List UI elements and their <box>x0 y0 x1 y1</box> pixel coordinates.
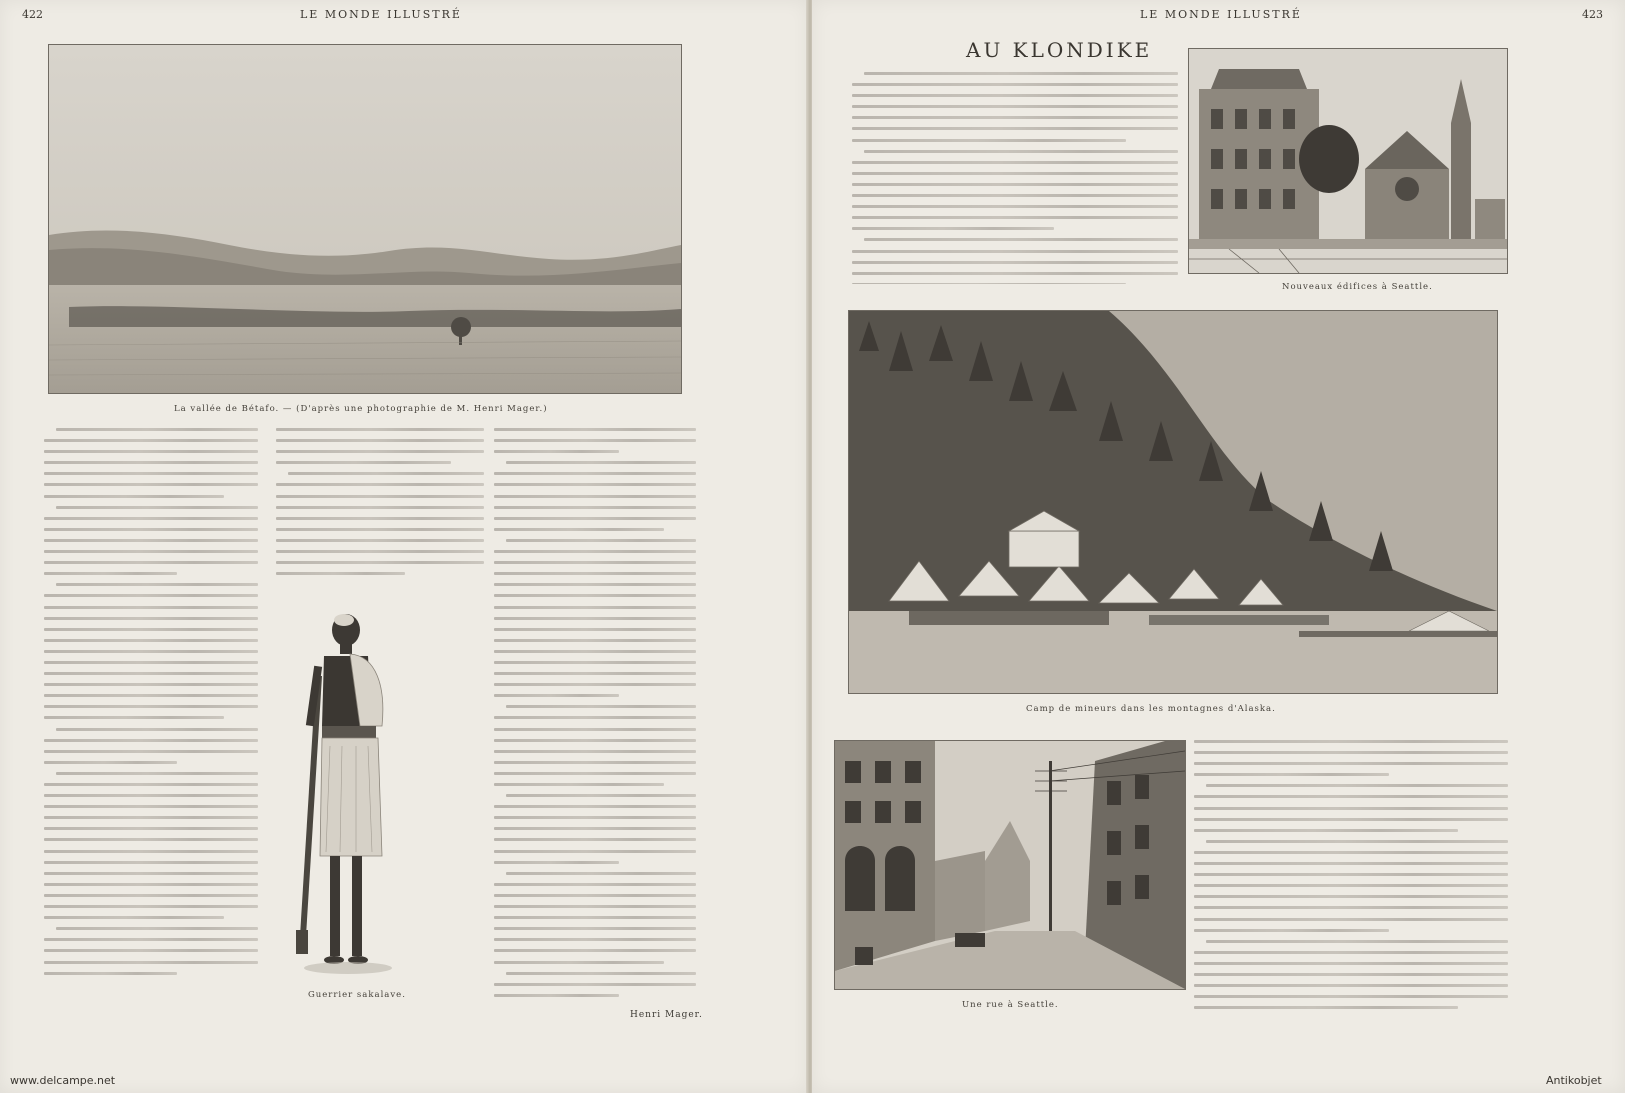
buildings-caption: Nouveaux édifices à Seattle. <box>1282 282 1433 292</box>
article-title: AU KLONDIKE <box>966 38 1153 62</box>
left-column-3 <box>494 428 696 1004</box>
seattle-buildings-illustration <box>1188 48 1508 274</box>
left-column-2-text <box>276 428 484 596</box>
right-page <box>812 0 1625 1093</box>
article-byline: Henri Mager. <box>630 1010 703 1020</box>
right-intro-text <box>852 72 1178 284</box>
watermark-right: Antikobjet <box>1546 1074 1602 1087</box>
valley-caption: La vallée de Bétafo. — (D'après une photographie de M. Henri Mager.) <box>174 404 548 414</box>
watermark-left: www.delcampe.net <box>10 1074 116 1087</box>
camp-caption: Camp de mineurs dans les montagnes d'Alaska. <box>1026 704 1276 714</box>
warrior-caption: Guerrier sakalave. <box>308 990 406 1000</box>
left-column-1 <box>44 428 258 1026</box>
page-number: 422 <box>22 8 43 21</box>
running-head: LE MONDE ILLUSTRÉ <box>300 8 462 21</box>
street-caption: Une rue à Seattle. <box>962 1000 1059 1010</box>
valley-illustration <box>48 44 682 394</box>
running-head: LE MONDE ILLUSTRÉ <box>1140 8 1302 21</box>
page-number: 423 <box>1582 8 1603 21</box>
seattle-street-illustration <box>834 740 1186 990</box>
right-lower-text <box>1194 740 1508 1052</box>
left-page <box>0 0 808 1093</box>
miners-camp-illustration <box>848 310 1498 694</box>
warrior-illustration <box>286 606 410 982</box>
